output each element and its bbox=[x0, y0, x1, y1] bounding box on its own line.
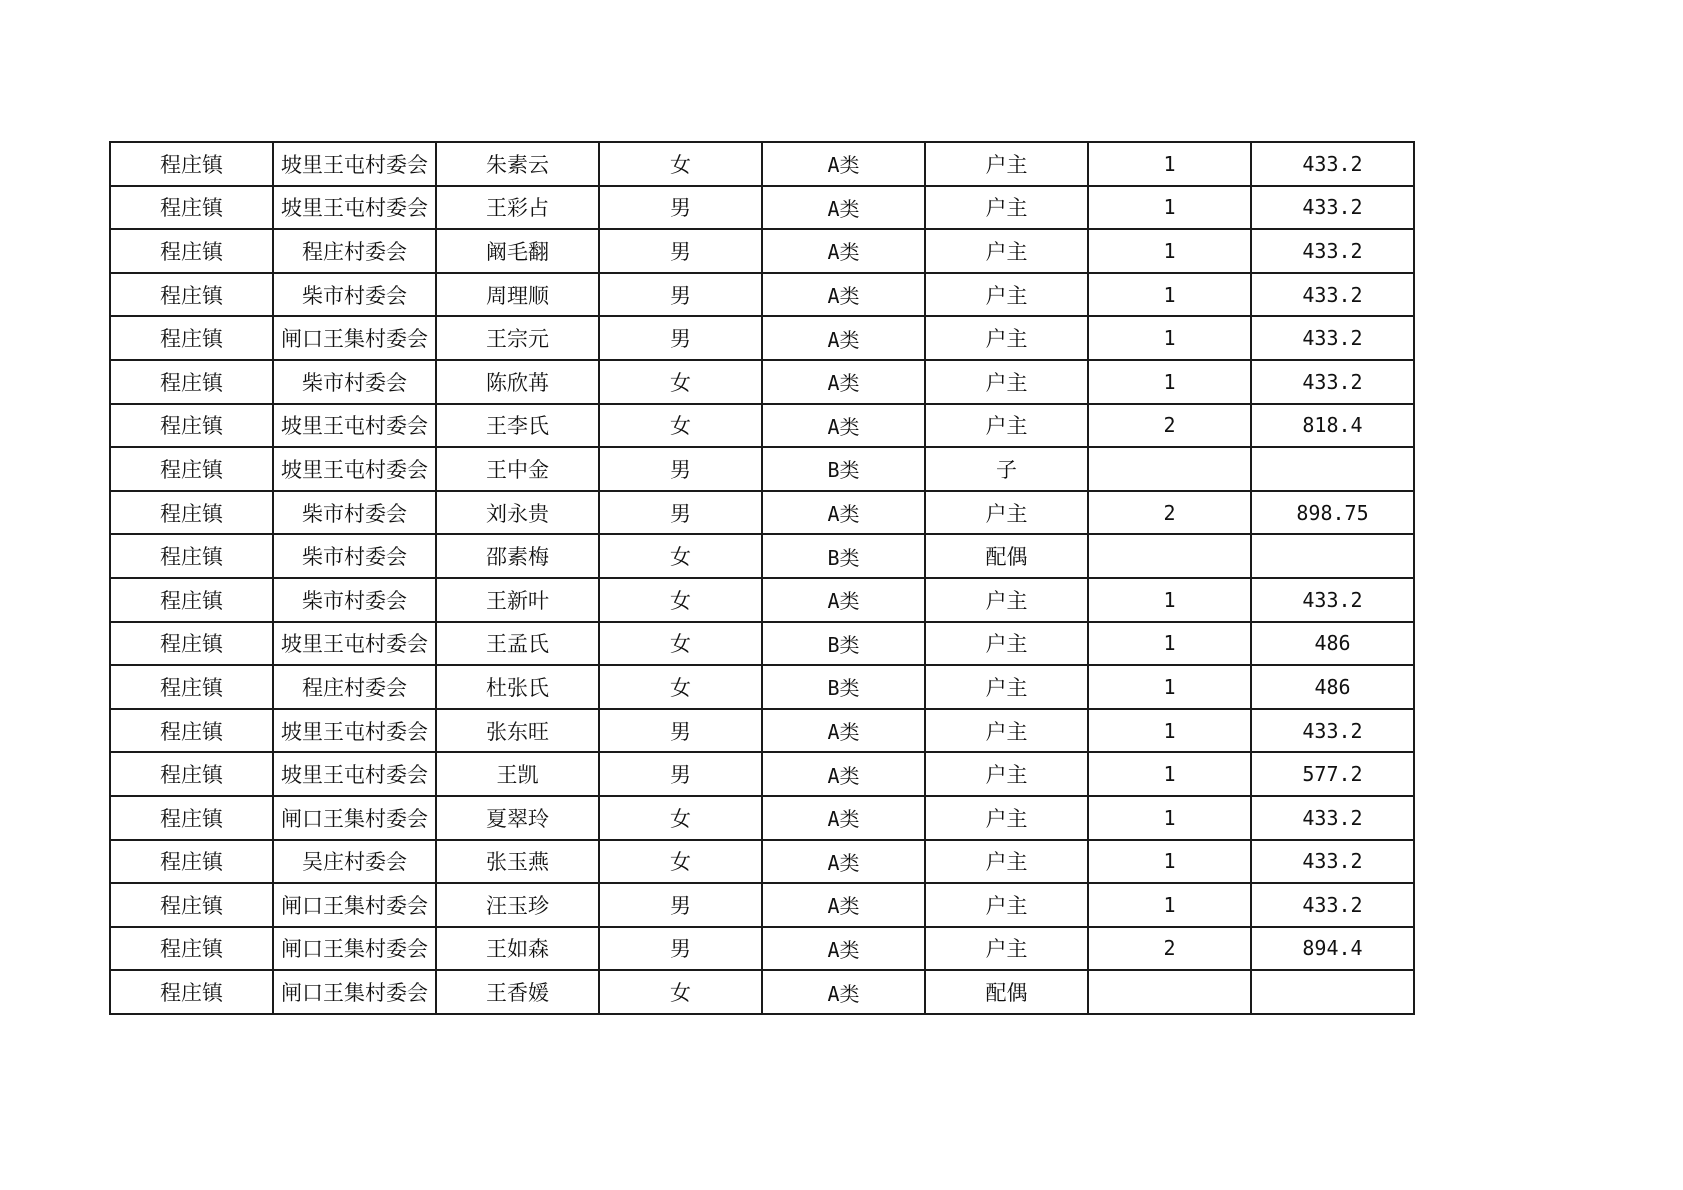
gender-cell: 男 bbox=[599, 709, 762, 753]
table-row bbox=[110, 970, 1414, 1014]
gender-cell: 女 bbox=[599, 665, 762, 709]
table-row bbox=[110, 840, 1414, 884]
table-row bbox=[110, 491, 1414, 535]
count-cell: 1 bbox=[1088, 883, 1251, 927]
amount-cell: 818.4 bbox=[1251, 404, 1414, 448]
gender-cell: 男 bbox=[599, 229, 762, 273]
table-row bbox=[110, 883, 1414, 927]
relation-cell: 户主 bbox=[925, 404, 1088, 448]
table-row bbox=[110, 229, 1414, 273]
village-cell: 坡里王屯村委会 bbox=[273, 709, 436, 753]
town-cell: 程庄镇 bbox=[110, 709, 273, 753]
table-row bbox=[110, 752, 1414, 796]
name-cell: 阚毛翻 bbox=[436, 229, 599, 273]
count-cell: 1 bbox=[1088, 622, 1251, 666]
village-cell: 闸口王集村委会 bbox=[273, 883, 436, 927]
gender-cell: 女 bbox=[599, 970, 762, 1014]
spreadsheet-page bbox=[109, 141, 1415, 1015]
count-cell: 1 bbox=[1088, 665, 1251, 709]
name-cell: 夏翠玲 bbox=[436, 796, 599, 840]
relation-cell: 户主 bbox=[925, 229, 1088, 273]
category-cell: A类 bbox=[762, 927, 925, 971]
village-cell: 闸口王集村委会 bbox=[273, 796, 436, 840]
name-cell: 王彩占 bbox=[436, 186, 599, 230]
relation-cell: 配偶 bbox=[925, 534, 1088, 578]
town-cell: 程庄镇 bbox=[110, 316, 273, 360]
category-cell: A类 bbox=[762, 883, 925, 927]
town-cell: 程庄镇 bbox=[110, 927, 273, 971]
category-cell: B类 bbox=[762, 447, 925, 491]
category-cell: A类 bbox=[762, 142, 925, 186]
table-row bbox=[110, 316, 1414, 360]
amount-cell: 433.2 bbox=[1251, 840, 1414, 884]
village-cell: 柴市村委会 bbox=[273, 578, 436, 622]
amount-cell: 433.2 bbox=[1251, 186, 1414, 230]
relation-cell: 配偶 bbox=[925, 970, 1088, 1014]
table-row bbox=[110, 578, 1414, 622]
village-cell: 柴市村委会 bbox=[273, 534, 436, 578]
table-row bbox=[110, 534, 1414, 578]
town-cell: 程庄镇 bbox=[110, 840, 273, 884]
amount-cell: 433.2 bbox=[1251, 709, 1414, 753]
gender-cell: 男 bbox=[599, 752, 762, 796]
relation-cell: 户主 bbox=[925, 709, 1088, 753]
amount-cell: 486 bbox=[1251, 665, 1414, 709]
gender-cell: 男 bbox=[599, 883, 762, 927]
amount-cell: 898.75 bbox=[1251, 491, 1414, 535]
table-row bbox=[110, 665, 1414, 709]
amount-cell: 577.2 bbox=[1251, 752, 1414, 796]
category-cell: A类 bbox=[762, 970, 925, 1014]
count-cell bbox=[1088, 447, 1251, 491]
village-cell: 坡里王屯村委会 bbox=[273, 447, 436, 491]
category-cell: A类 bbox=[762, 578, 925, 622]
amount-cell bbox=[1251, 447, 1414, 491]
gender-cell: 男 bbox=[599, 927, 762, 971]
name-cell: 张东旺 bbox=[436, 709, 599, 753]
count-cell bbox=[1088, 970, 1251, 1014]
category-cell: A类 bbox=[762, 796, 925, 840]
name-cell: 王如森 bbox=[436, 927, 599, 971]
category-cell: A类 bbox=[762, 752, 925, 796]
gender-cell: 男 bbox=[599, 186, 762, 230]
relation-cell: 户主 bbox=[925, 927, 1088, 971]
gender-cell: 女 bbox=[599, 360, 762, 404]
name-cell: 周理顺 bbox=[436, 273, 599, 317]
relation-cell: 户主 bbox=[925, 796, 1088, 840]
table-row bbox=[110, 796, 1414, 840]
category-cell: A类 bbox=[762, 360, 925, 404]
town-cell: 程庄镇 bbox=[110, 534, 273, 578]
count-cell: 1 bbox=[1088, 752, 1251, 796]
gender-cell: 女 bbox=[599, 404, 762, 448]
town-cell: 程庄镇 bbox=[110, 404, 273, 448]
count-cell: 1 bbox=[1088, 229, 1251, 273]
amount-cell: 433.2 bbox=[1251, 316, 1414, 360]
gender-cell: 男 bbox=[599, 316, 762, 360]
count-cell: 1 bbox=[1088, 273, 1251, 317]
village-cell: 闸口王集村委会 bbox=[273, 927, 436, 971]
name-cell: 王新叶 bbox=[436, 578, 599, 622]
town-cell: 程庄镇 bbox=[110, 186, 273, 230]
town-cell: 程庄镇 bbox=[110, 360, 273, 404]
category-cell: A类 bbox=[762, 316, 925, 360]
town-cell: 程庄镇 bbox=[110, 622, 273, 666]
gender-cell: 男 bbox=[599, 491, 762, 535]
village-cell: 坡里王屯村委会 bbox=[273, 752, 436, 796]
count-cell: 1 bbox=[1088, 186, 1251, 230]
town-cell: 程庄镇 bbox=[110, 273, 273, 317]
category-cell: B类 bbox=[762, 534, 925, 578]
amount-cell: 433.2 bbox=[1251, 883, 1414, 927]
relation-cell: 户主 bbox=[925, 883, 1088, 927]
count-cell: 1 bbox=[1088, 796, 1251, 840]
relation-cell: 户主 bbox=[925, 578, 1088, 622]
gender-cell: 女 bbox=[599, 534, 762, 578]
village-cell: 闸口王集村委会 bbox=[273, 970, 436, 1014]
relation-cell: 户主 bbox=[925, 622, 1088, 666]
amount-cell bbox=[1251, 534, 1414, 578]
village-cell: 坡里王屯村委会 bbox=[273, 622, 436, 666]
gender-cell: 男 bbox=[599, 273, 762, 317]
name-cell: 汪玉珍 bbox=[436, 883, 599, 927]
relation-cell: 户主 bbox=[925, 491, 1088, 535]
name-cell: 杜张氏 bbox=[436, 665, 599, 709]
relation-cell: 户主 bbox=[925, 273, 1088, 317]
relation-cell: 户主 bbox=[925, 360, 1088, 404]
count-cell: 2 bbox=[1088, 404, 1251, 448]
town-cell: 程庄镇 bbox=[110, 142, 273, 186]
table-row bbox=[110, 927, 1414, 971]
village-cell: 柴市村委会 bbox=[273, 491, 436, 535]
amount-cell bbox=[1251, 970, 1414, 1014]
count-cell: 1 bbox=[1088, 360, 1251, 404]
category-cell: B类 bbox=[762, 665, 925, 709]
relation-cell: 户主 bbox=[925, 752, 1088, 796]
amount-cell: 433.2 bbox=[1251, 360, 1414, 404]
records-table bbox=[109, 141, 1415, 1015]
town-cell: 程庄镇 bbox=[110, 883, 273, 927]
name-cell: 王香媛 bbox=[436, 970, 599, 1014]
category-cell: A类 bbox=[762, 273, 925, 317]
village-cell: 坡里王屯村委会 bbox=[273, 142, 436, 186]
count-cell: 2 bbox=[1088, 491, 1251, 535]
name-cell: 刘永贵 bbox=[436, 491, 599, 535]
table-row bbox=[110, 404, 1414, 448]
amount-cell: 433.2 bbox=[1251, 142, 1414, 186]
town-cell: 程庄镇 bbox=[110, 970, 273, 1014]
relation-cell: 户主 bbox=[925, 840, 1088, 884]
town-cell: 程庄镇 bbox=[110, 229, 273, 273]
name-cell: 王凯 bbox=[436, 752, 599, 796]
relation-cell: 户主 bbox=[925, 186, 1088, 230]
village-cell: 吴庄村委会 bbox=[273, 840, 436, 884]
village-cell: 柴市村委会 bbox=[273, 273, 436, 317]
gender-cell: 女 bbox=[599, 622, 762, 666]
category-cell: A类 bbox=[762, 229, 925, 273]
name-cell: 王中金 bbox=[436, 447, 599, 491]
amount-cell: 433.2 bbox=[1251, 229, 1414, 273]
count-cell: 1 bbox=[1088, 316, 1251, 360]
amount-cell: 433.2 bbox=[1251, 578, 1414, 622]
table-row bbox=[110, 622, 1414, 666]
name-cell: 邵素梅 bbox=[436, 534, 599, 578]
table-body bbox=[110, 142, 1414, 1014]
town-cell: 程庄镇 bbox=[110, 491, 273, 535]
category-cell: A类 bbox=[762, 404, 925, 448]
count-cell: 1 bbox=[1088, 709, 1251, 753]
gender-cell: 女 bbox=[599, 578, 762, 622]
amount-cell: 433.2 bbox=[1251, 273, 1414, 317]
town-cell: 程庄镇 bbox=[110, 752, 273, 796]
name-cell: 张玉燕 bbox=[436, 840, 599, 884]
table-row bbox=[110, 360, 1414, 404]
table-row bbox=[110, 186, 1414, 230]
town-cell: 程庄镇 bbox=[110, 796, 273, 840]
count-cell: 1 bbox=[1088, 578, 1251, 622]
table-row bbox=[110, 709, 1414, 753]
gender-cell: 女 bbox=[599, 796, 762, 840]
name-cell: 王孟氏 bbox=[436, 622, 599, 666]
table-row bbox=[110, 273, 1414, 317]
town-cell: 程庄镇 bbox=[110, 447, 273, 491]
village-cell: 程庄村委会 bbox=[273, 665, 436, 709]
name-cell: 王李氏 bbox=[436, 404, 599, 448]
village-cell: 闸口王集村委会 bbox=[273, 316, 436, 360]
category-cell: A类 bbox=[762, 491, 925, 535]
village-cell: 坡里王屯村委会 bbox=[273, 404, 436, 448]
relation-cell: 户主 bbox=[925, 142, 1088, 186]
gender-cell: 女 bbox=[599, 142, 762, 186]
count-cell: 2 bbox=[1088, 927, 1251, 971]
relation-cell: 户主 bbox=[925, 665, 1088, 709]
amount-cell: 894.4 bbox=[1251, 927, 1414, 971]
count-cell: 1 bbox=[1088, 840, 1251, 884]
category-cell: B类 bbox=[762, 622, 925, 666]
name-cell: 陈欣苒 bbox=[436, 360, 599, 404]
table-row bbox=[110, 447, 1414, 491]
category-cell: A类 bbox=[762, 840, 925, 884]
category-cell: A类 bbox=[762, 709, 925, 753]
table-row bbox=[110, 142, 1414, 186]
gender-cell: 男 bbox=[599, 447, 762, 491]
category-cell: A类 bbox=[762, 186, 925, 230]
count-cell: 1 bbox=[1088, 142, 1251, 186]
amount-cell: 486 bbox=[1251, 622, 1414, 666]
name-cell: 朱素云 bbox=[436, 142, 599, 186]
name-cell: 王宗元 bbox=[436, 316, 599, 360]
village-cell: 坡里王屯村委会 bbox=[273, 186, 436, 230]
relation-cell: 户主 bbox=[925, 316, 1088, 360]
relation-cell: 子 bbox=[925, 447, 1088, 491]
town-cell: 程庄镇 bbox=[110, 665, 273, 709]
town-cell: 程庄镇 bbox=[110, 578, 273, 622]
gender-cell: 女 bbox=[599, 840, 762, 884]
amount-cell: 433.2 bbox=[1251, 796, 1414, 840]
village-cell: 程庄村委会 bbox=[273, 229, 436, 273]
count-cell bbox=[1088, 534, 1251, 578]
village-cell: 柴市村委会 bbox=[273, 360, 436, 404]
